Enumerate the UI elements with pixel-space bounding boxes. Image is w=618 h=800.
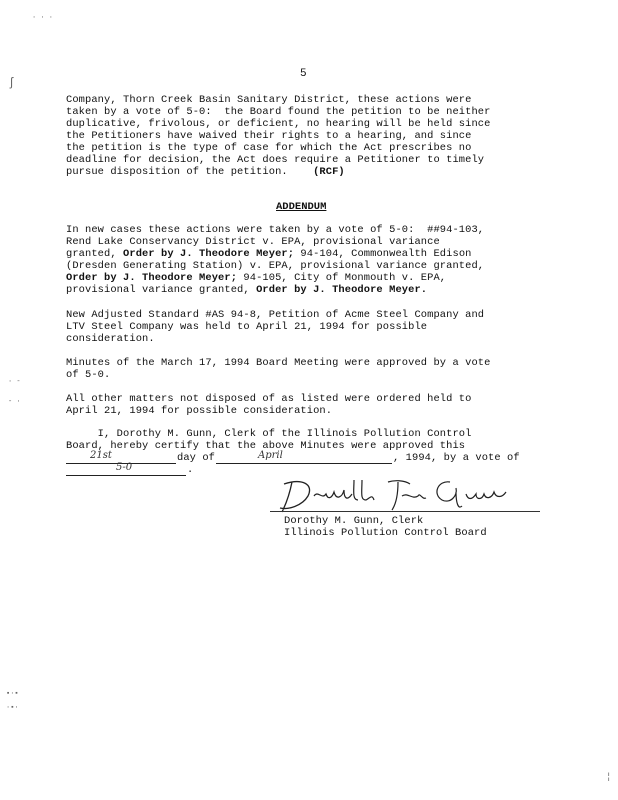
addendum-line-4: (Dresden Generating Station) v. EPA, provisional variance granted, <box>66 260 485 272</box>
cert-line-2: Board, hereby certify that the above Minutes were approved this <box>66 440 466 452</box>
addendum-line-6 <box>66 284 427 296</box>
signatory-name: Dorothy M. Gunn, Clerk <box>284 515 424 527</box>
p1-line-6: deadline for decision, the Act does require a Petitioner to timely <box>66 154 485 166</box>
scan-mark-left: ʃ <box>8 76 16 90</box>
p1-tag: (RCF) <box>313 166 345 178</box>
page-number: 5 <box>300 68 307 80</box>
cert-period: . <box>187 464 194 476</box>
p3-line-1: New Adjusted Standard #AS 94-8, Petition of Acme Steel Company and <box>66 309 485 321</box>
addendum-line-3c: 94-104, Commonwealth Edison <box>294 248 472 260</box>
addendum-heading: ADDENDUM <box>276 201 327 213</box>
p1-line-1: Company, Thorn Creek Basin Sanitary District, these actions were <box>66 94 472 106</box>
scan-mark-bottom-2: ·▪· <box>6 704 19 712</box>
p1-line-3: duplicative, frivolous, or deficient, no hearing will be held since <box>66 118 491 130</box>
addendum-line-2: Rend Lake Conservancy District v. EPA, provisional variance <box>66 236 440 248</box>
month-blank <box>216 463 392 464</box>
addendum-line-3 <box>66 248 472 260</box>
p1-line-7 <box>66 166 345 178</box>
vote-blank <box>66 475 186 476</box>
addendum-line-5b: 94-105, City of Monmouth v. EPA, <box>237 272 447 284</box>
handwritten-day: 21st <box>90 450 112 461</box>
year-vote-text: , 1994, by a vote of <box>393 452 520 464</box>
p1-line-4: the Petitioners have waived their rights to a hearing, and since <box>66 130 472 142</box>
handwritten-month: April <box>258 450 283 461</box>
handwritten-signature <box>262 470 522 520</box>
scan-mark-mid-2: - · <box>8 398 21 406</box>
scan-mark-mid: · - <box>8 378 21 386</box>
addendum-line-6a: provisional variance granted, <box>66 284 257 296</box>
p3-line-2: LTV Steel Company was held to April 21, 1994 for possible <box>66 321 428 333</box>
p5-line-2: April 21, 1994 for possible consideration. <box>66 405 333 417</box>
day-of-label: day of <box>177 452 216 464</box>
p1-line-7-text: pursue disposition of the petition. <box>66 166 288 178</box>
handwritten-vote: 5-0 <box>116 462 133 473</box>
addendum-line-3a: granted, <box>66 248 124 260</box>
scan-mark-bottom-1: ▪·▪ <box>6 690 19 698</box>
p1-line-2: taken by a vote of 5-0: the Board found the petition to be neither <box>66 106 491 118</box>
addendum-order-1: Order by J. Theodore Meyer; <box>123 248 295 260</box>
scan-mark-top: · · · <box>32 14 54 22</box>
p1-line-5: the petition is the type of case for which the Act prescribes no <box>66 142 472 154</box>
scan-mark-right: ¦ <box>606 772 612 782</box>
addendum-order-2: Order by J. Theodore Meyer; <box>66 272 238 284</box>
signatory-title: Illinois Pollution Control Board <box>284 527 487 539</box>
p4-line-1: Minutes of the March 17, 1994 Board Meeting were approved by a vote <box>66 357 491 369</box>
addendum-line-1: In new cases these actions were taken by a vote of 5-0: ##94-103, <box>66 224 485 236</box>
addendum-line-5 <box>66 272 446 284</box>
cert-line-1: I, Dorothy M. Gunn, Clerk of the Illinois Pollution Control <box>66 428 472 440</box>
addendum-order-3: Order by J. Theodore Meyer. <box>256 284 428 296</box>
p4-line-2: of 5-0. <box>66 369 111 381</box>
p3-line-3: consideration. <box>66 333 155 345</box>
p5-line-1: All other matters not disposed of as listed were ordered held to <box>66 393 472 405</box>
signature-line <box>270 511 540 512</box>
